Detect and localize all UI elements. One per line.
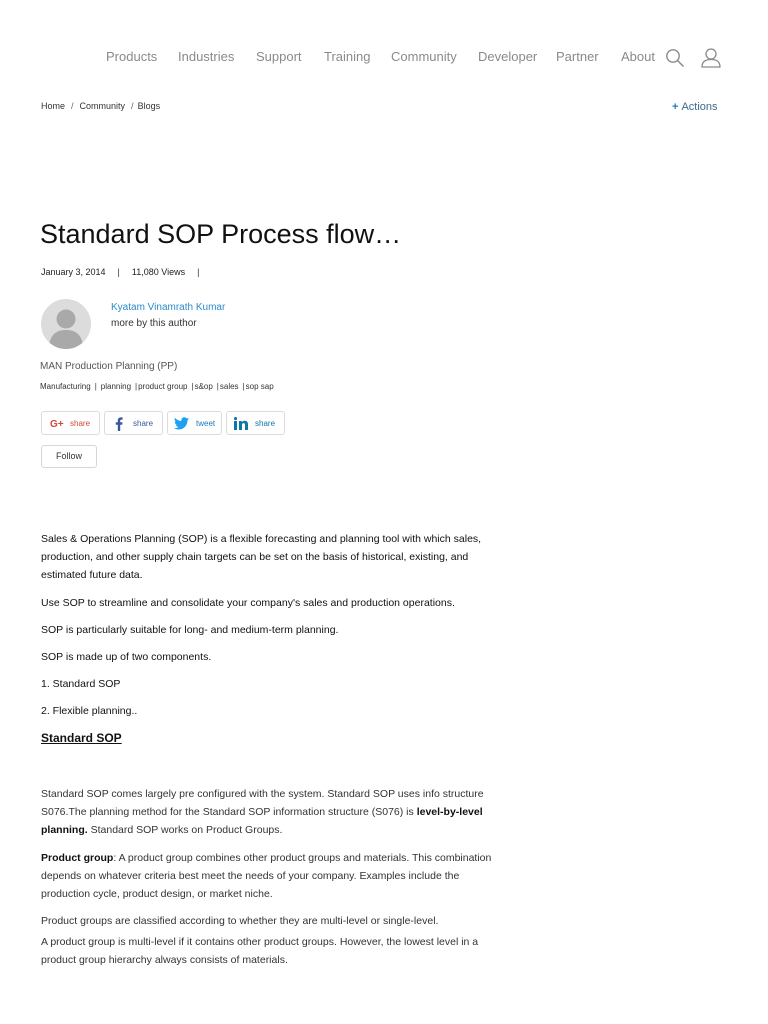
meta-separator: | [197, 267, 200, 277]
tag-separator: | [216, 382, 219, 391]
tag-item[interactable]: sop sap [245, 382, 274, 391]
nav-partner[interactable]: Partner [556, 49, 599, 64]
body-paragraph: Use SOP to streamline and consolidate your company's sales and production operations. [41, 597, 455, 609]
tag-item[interactable]: product group [138, 382, 188, 391]
nav-developer[interactable]: Developer [478, 49, 538, 64]
tag-item[interactable]: s&op [194, 382, 213, 391]
body-paragraph: Sales & Operations Planning (SOP) is a flexible forecasting and planning tool with which sales, production, and other supply chain targets can be set on the basis of historical, existing, and estimated future data. [41, 533, 482, 581]
body-paragraph: A product group is multi-level if it contains other product groups. However, the lowest level in a product group hierarchy always consists of materials. [41, 936, 479, 966]
google-plus-icon [50, 416, 68, 435]
body-text: Standard SOP comes largely pre configured with the system. Standard SOP uses info structure S076.The planning method for the Standard SOP information structure (S076) is [41, 788, 484, 818]
tag-item[interactable]: Manufacturing [40, 382, 91, 391]
tag-item[interactable]: planning [100, 382, 132, 391]
facebook-icon [115, 417, 123, 436]
post-date: January 3, 2014 [41, 267, 106, 277]
tag-separator: | [94, 382, 97, 391]
breadcrumb-separator: / [131, 101, 134, 111]
twitter-share-label: tweet [196, 419, 216, 428]
body-paragraph: SOP is particularly suitable for long- and medium-term planning. [41, 624, 339, 636]
body-paragraph: SOP is made up of two components. [41, 651, 212, 663]
follow-button[interactable]: Follow [41, 445, 97, 468]
body-paragraph [41, 785, 501, 839]
tag-separator: | [191, 382, 194, 391]
twitter-icon [174, 417, 189, 435]
top-navigation [0, 49, 768, 69]
nav-about[interactable]: About [621, 49, 655, 64]
body-paragraph: Product groups are classified according to whether they are multi-level or single-level. [41, 915, 439, 927]
tag-item[interactable]: sales [219, 382, 239, 391]
google-share-label: share [70, 419, 91, 428]
post-meta [41, 267, 211, 277]
term-label: Product group [41, 852, 114, 864]
google-share-button[interactable] [41, 411, 100, 435]
plus-icon: + [672, 101, 679, 113]
actions-label: Actions [681, 101, 718, 113]
twitter-share-button[interactable] [167, 411, 222, 435]
linkedin-icon [234, 417, 248, 435]
author-name-link[interactable]: Kyatam Vinamrath Kumar [111, 302, 226, 313]
body-text: Standard SOP works on Product Groups. [87, 824, 283, 836]
meta-separator: | [117, 267, 120, 277]
tag-list [40, 382, 274, 391]
author-more-link[interactable]: more by this author [111, 318, 197, 329]
body-paragraph [41, 849, 501, 903]
breadcrumb [41, 101, 160, 111]
breadcrumb-blogs[interactable]: Blogs [137, 101, 161, 111]
nav-products[interactable]: Products [106, 49, 158, 64]
page-title: Standard SOP Process flow… [40, 219, 402, 249]
user-icon[interactable] [700, 47, 722, 74]
category-label[interactable]: MAN Production Planning (PP) [40, 361, 178, 372]
breadcrumb-separator: / [71, 101, 74, 111]
avatar-placeholder-icon[interactable] [41, 299, 91, 349]
actions-button[interactable] [672, 101, 718, 113]
nav-industries[interactable]: Industries [178, 49, 235, 64]
linkedin-share-label: share [255, 419, 276, 428]
list-item: 1. Standard SOP [41, 678, 121, 690]
tag-separator: | [242, 382, 245, 391]
body-text: : A product group combines other product groups and materials. This combination depends on whatever criteria best meet the needs of your company. Examples include the production cycle, product design, or market niche. [41, 852, 492, 900]
nav-support[interactable]: Support [256, 49, 302, 64]
search-icon[interactable] [665, 48, 685, 73]
tag-separator: | [135, 382, 138, 391]
nav-training[interactable]: Training [324, 49, 371, 64]
facebook-share-label: share [133, 419, 154, 428]
post-views: 11,080 Views [131, 267, 186, 277]
breadcrumb-home[interactable]: Home [41, 101, 66, 111]
list-item: 2. Flexible planning.. [41, 705, 138, 717]
facebook-share-button[interactable] [104, 411, 163, 435]
nav-community[interactable]: Community [391, 49, 457, 64]
linkedin-share-button[interactable] [226, 411, 285, 435]
svg-text:G+: G+ [50, 419, 64, 430]
breadcrumb-community[interactable]: Community [79, 101, 126, 111]
body-bold-text: level-by-level planning. [41, 806, 483, 836]
section-heading: Standard SOP [41, 731, 122, 745]
